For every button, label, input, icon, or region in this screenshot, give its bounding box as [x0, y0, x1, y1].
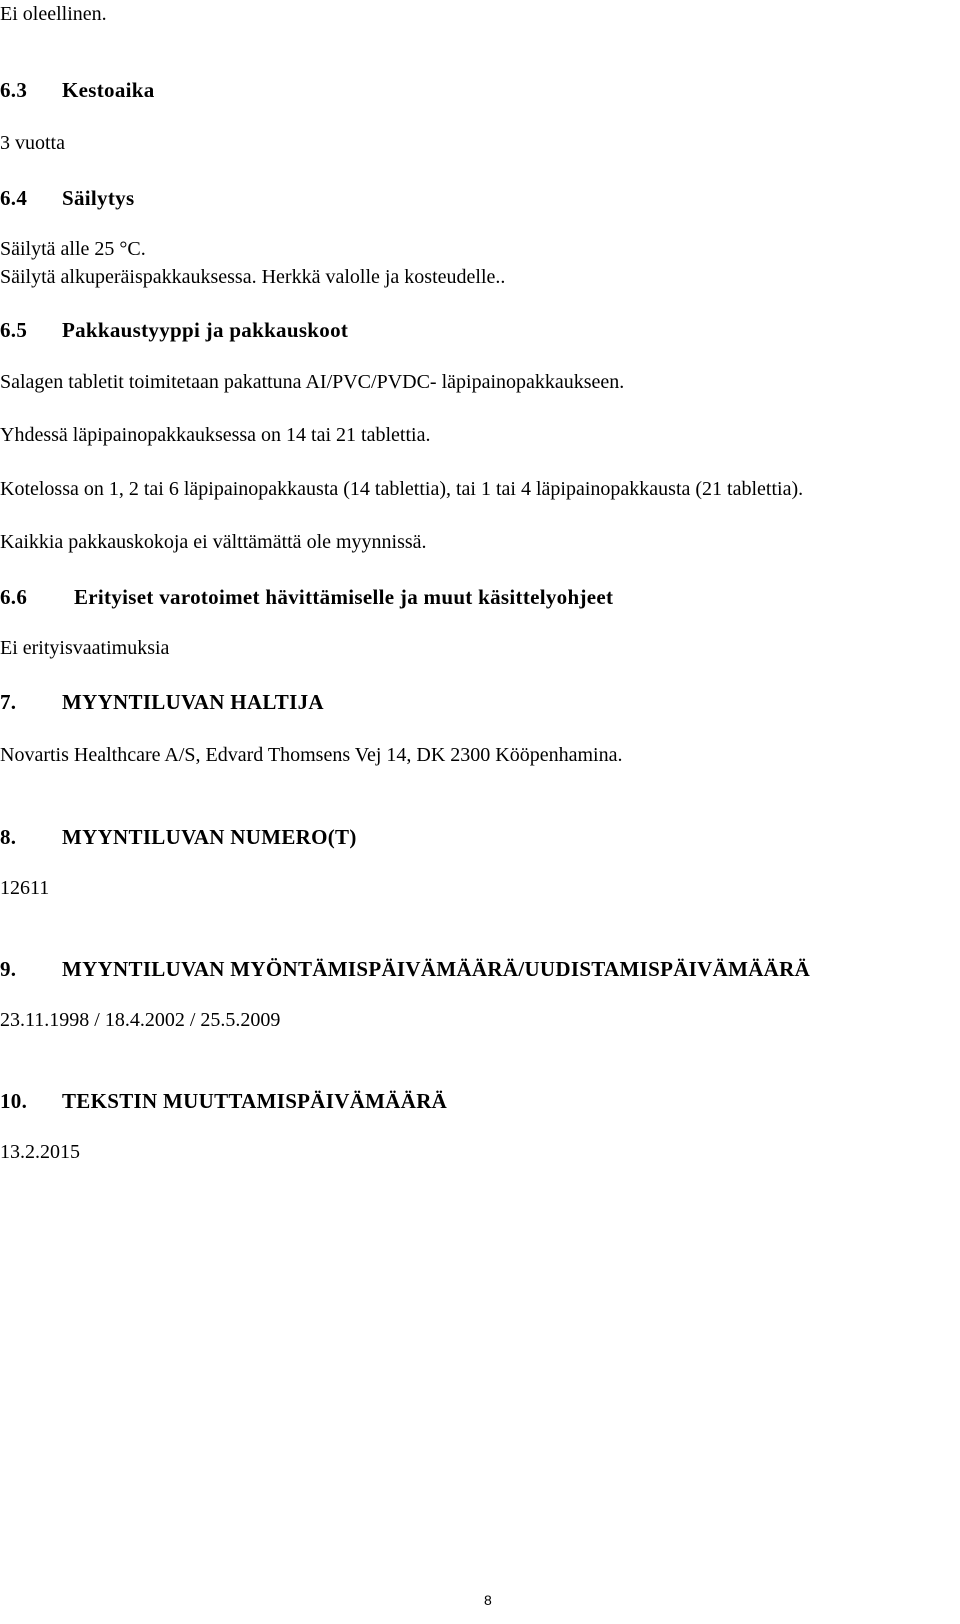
section-6-5-line-3: Kotelossa on 1, 2 tai 6 läpipainopakkausta (14 tablettia), tai 1 tai 4 läpipainopakkausta (21 tablettia). [0, 478, 804, 500]
section-number: 6.3 [0, 78, 28, 102]
section-number: 8. [0, 825, 17, 849]
section-title: Erityiset varotoimet hävittämiselle ja muut käsittelyohjeet [74, 585, 614, 609]
section-9-heading [0, 957, 810, 981]
page-number: 8 [484, 1592, 492, 1608]
section-title: MYYNTILUVAN MYÖNTÄMISPÄIVÄMÄÄRÄ/UUDISTAMISPÄIVÄMÄÄRÄ [62, 957, 811, 981]
section-6-5-line-1: Salagen tabletit toimitetaan pakattuna AI/PVC/PVDC- läpipainopakkaukseen. [0, 371, 625, 393]
section-10-text: 13.2.2015 [0, 1141, 80, 1163]
section-10-heading [0, 1089, 447, 1113]
section-number: 7. [0, 690, 17, 714]
section-6-5-line-2: Yhdessä läpipainopakkauksessa on 14 tai 21 tablettia. [0, 424, 431, 446]
section-title: MYYNTILUVAN HALTIJA [62, 690, 324, 714]
section-6-3-text: 3 vuotta [0, 132, 65, 154]
section-6-3-heading [0, 78, 155, 102]
section-number: 9. [0, 957, 17, 981]
section-title: Kestoaika [62, 78, 155, 102]
section-6-4-heading [0, 186, 134, 210]
section-title: Pakkaustyyppi ja pakkauskoot [62, 318, 349, 342]
section-number: 10. [0, 1089, 28, 1113]
section-6-5-line-4: Kaikkia pakkauskokoja ei välttämättä ole myynnissä. [0, 531, 427, 553]
section-6-5-heading [0, 318, 348, 342]
intro-text: Ei oleellinen. [0, 3, 107, 25]
section-6-4-line-1: Säilytä alle 25 °C. [0, 238, 146, 260]
section-number: 6.5 [0, 318, 28, 342]
section-6-6-heading [0, 585, 613, 609]
section-7-heading [0, 690, 324, 714]
section-number: 6.4 [0, 186, 28, 210]
section-8-text: 12611 [0, 877, 50, 899]
section-6-6-text: Ei erityisvaatimuksia [0, 637, 170, 659]
section-6-4-line-2: Säilytä alkuperäispakkauksessa. Herkkä valolle ja kosteudelle.. [0, 266, 506, 288]
section-9-text: 23.11.1998 / 18.4.2002 / 25.5.2009 [0, 1009, 281, 1031]
section-title: Säilytys [62, 186, 135, 210]
section-7-text: Novartis Healthcare A/S, Edvard Thomsens Vej 14, DK 2300 Kööpenhamina. [0, 744, 623, 766]
section-number: 6.6 [0, 585, 28, 609]
section-title: MYYNTILUVAN NUMERO(T) [62, 825, 357, 849]
section-title: TEKSTIN MUUTTAMISPÄIVÄMÄÄRÄ [62, 1089, 448, 1113]
section-8-heading [0, 825, 357, 849]
